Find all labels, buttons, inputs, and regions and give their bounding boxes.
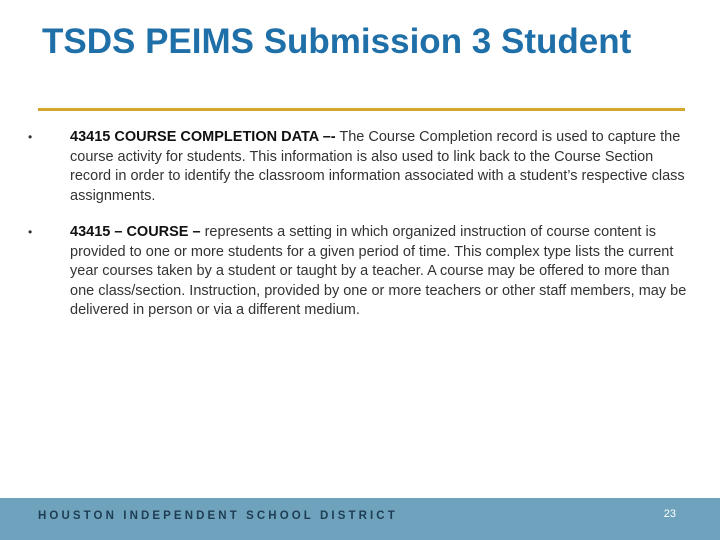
bullet-text: The Course Completion record is used to capture the course activity for students. This information is also used to link back to the Course Section record in order to identify the classroom information associated with a student’s respective class assignments.	[70, 129, 685, 204]
bullet-marker: •	[28, 225, 33, 239]
bullet-item	[28, 128, 688, 206]
organization-name: HOUSTON INDEPENDENT SCHOOL DISTRICT	[38, 510, 398, 522]
bullet-list	[28, 128, 688, 321]
slide-title: TSDS PEIMS Submission 3 Student	[42, 22, 632, 61]
bullet-lead: 43415 COURSE COMPLETION DATA –-	[70, 129, 336, 145]
title-divider	[38, 108, 685, 111]
page-number: 23	[663, 508, 676, 520]
bullet-text: represents a setting in which organized instruction of course content is provided to one or more students for a given period of time. This complex type lists the current year courses taken by a student or taught by a teacher. A course may be offered to more than one class/section. Instruction, provided by one or more teachers or other staff members, may be delivered in person or via a different medium.	[70, 224, 687, 318]
bullet-item	[28, 223, 688, 321]
footer-bar	[0, 498, 720, 540]
bullet-lead: 43415 – COURSE –	[70, 224, 201, 240]
bullet-marker: •	[28, 130, 33, 144]
